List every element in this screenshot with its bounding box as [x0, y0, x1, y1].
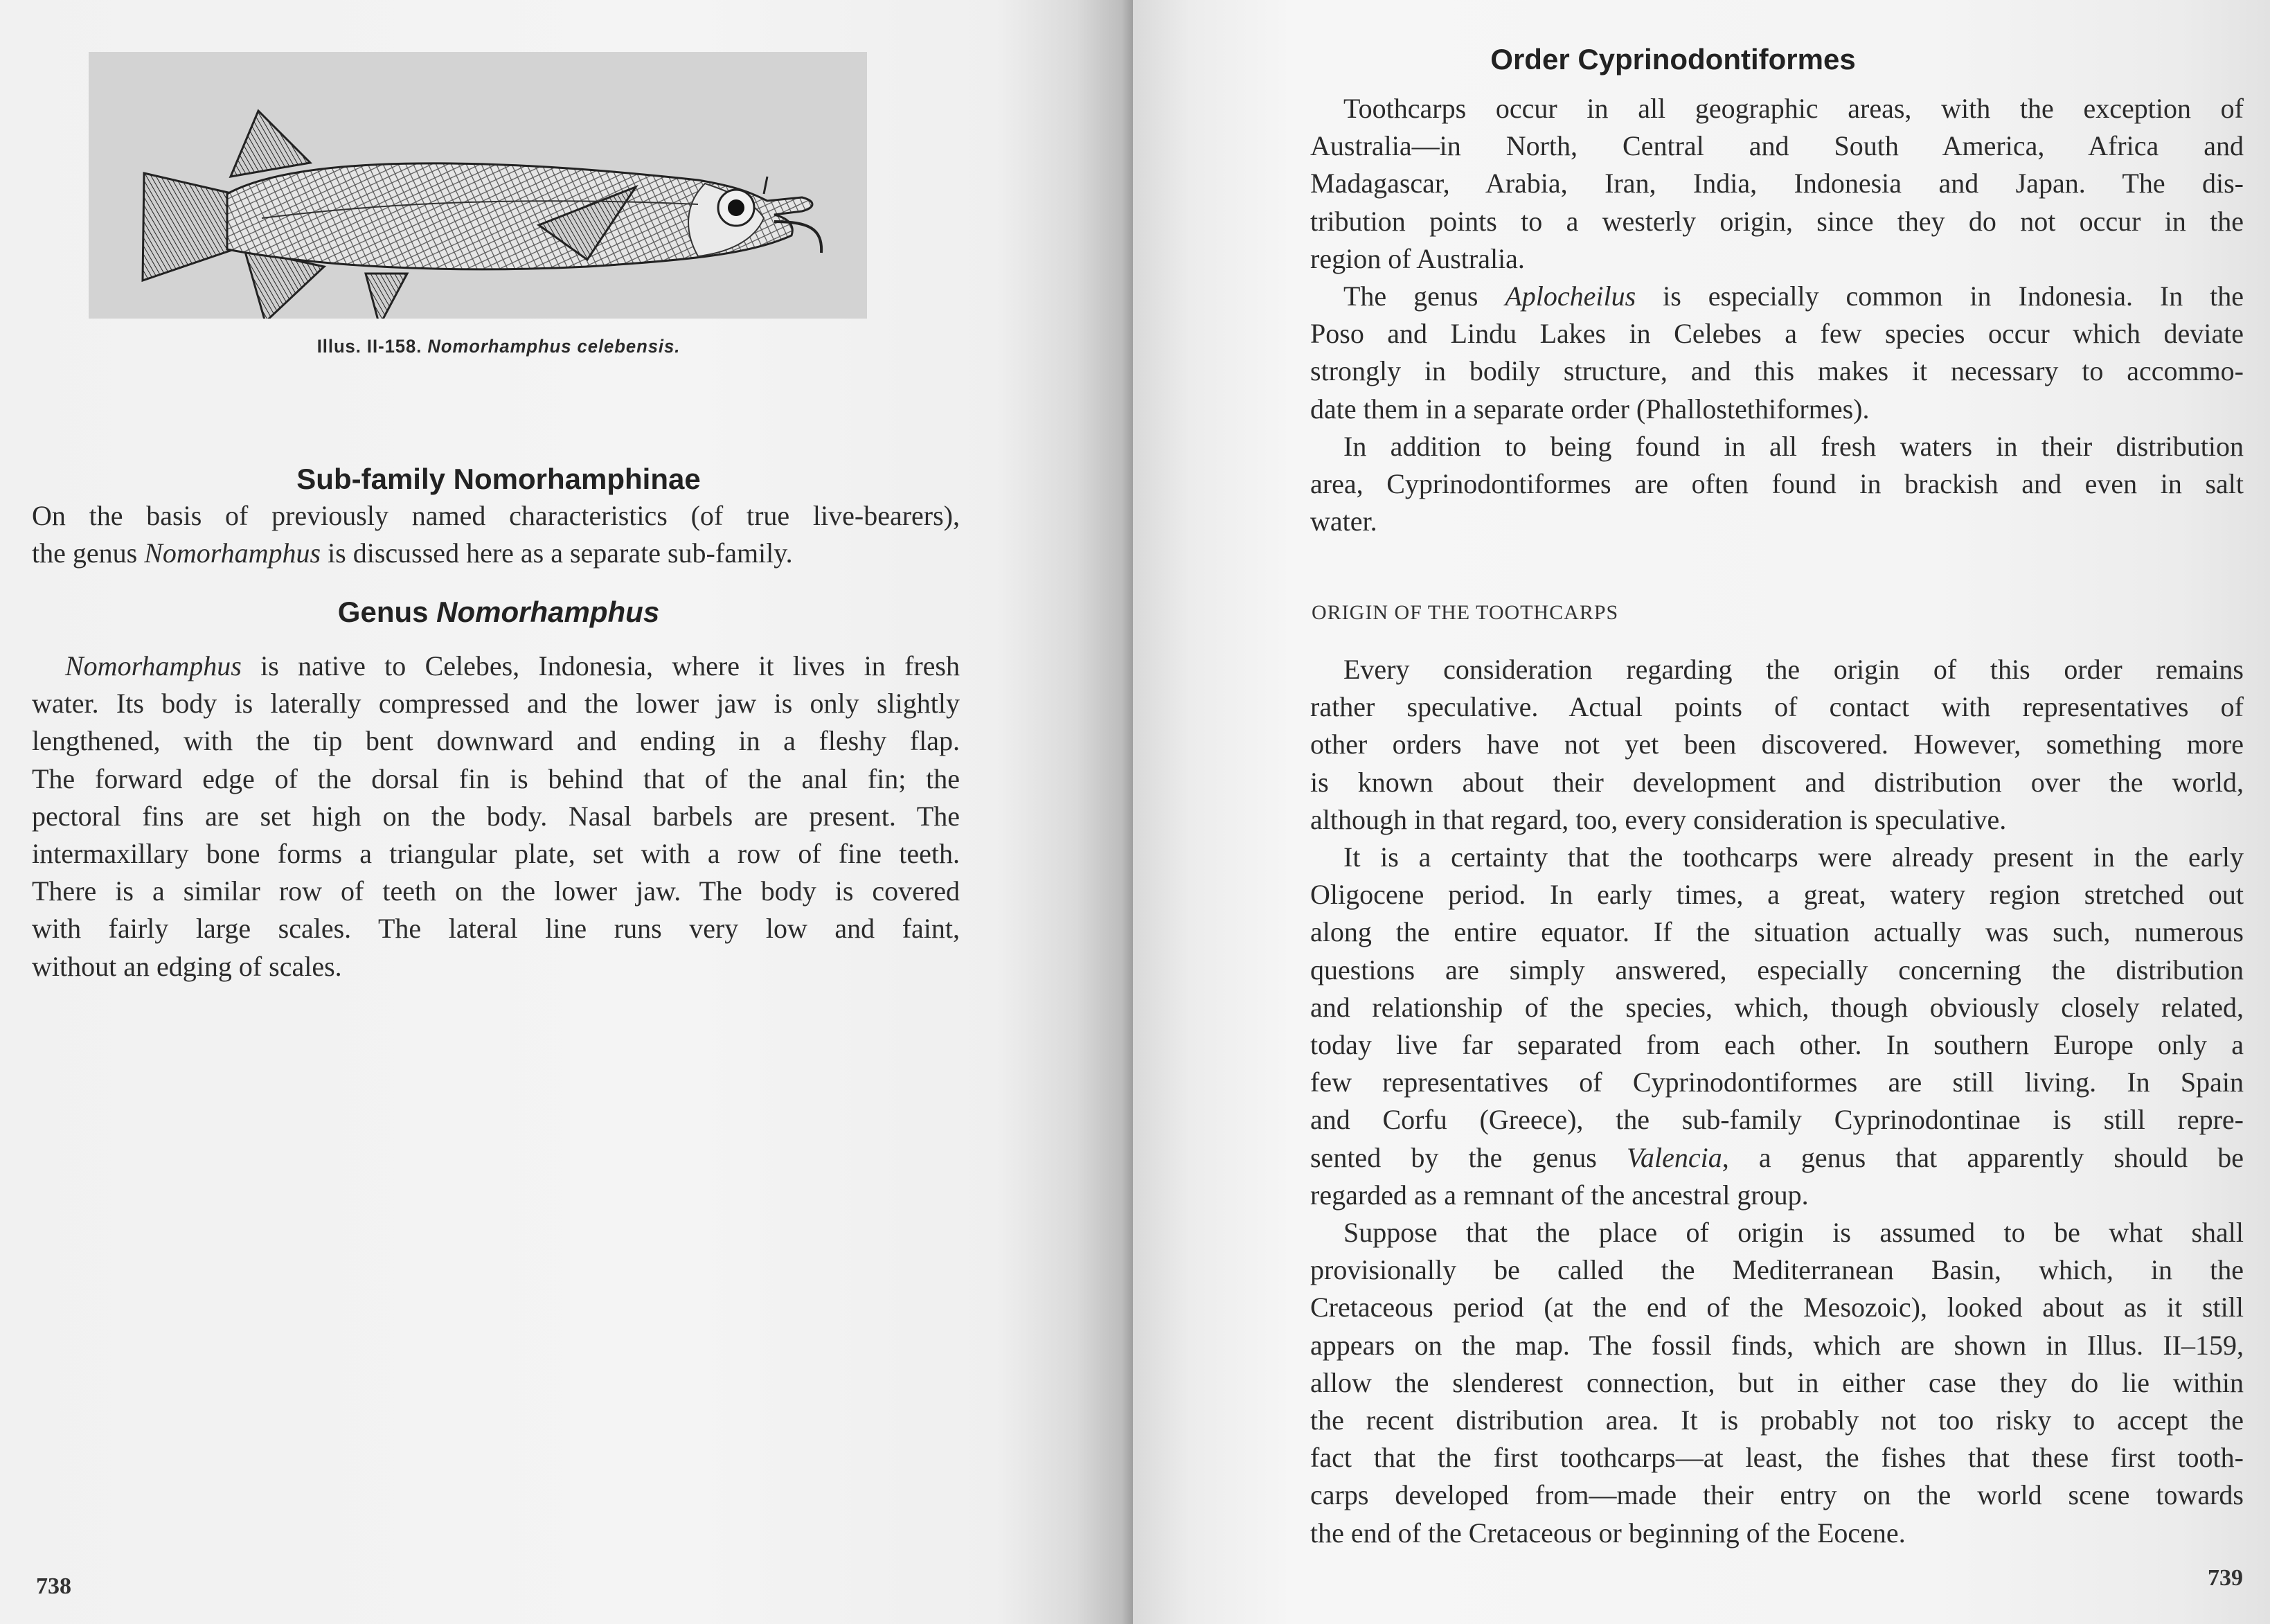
text-line: Suppose that the place of origin is assumed to be what shall	[1343, 1217, 2244, 1248]
text-line: Madagascar, Arabia, Iran, India, Indonesia and Japan. The dis-	[1310, 168, 2244, 199]
text-line: The genus Aplocheilus is especially common in Indonesia. In the	[1343, 280, 2244, 312]
text-line: today live far separated from each other. In southern Europe only a	[1310, 1029, 2244, 1061]
text-line: region of Australia.	[1310, 242, 1525, 274]
text-line: the end of the Cretaceous or beginning of the Eocene.	[1310, 1517, 1906, 1549]
text-line: few representatives of Cyprinodontiformes are still living. In Spain	[1310, 1067, 2244, 1098]
text-line: tribution points to a westerly origin, since they do not occur in the	[1310, 205, 2244, 237]
left-page	[0, 0, 1133, 1624]
paragraph-4	[1310, 651, 2244, 839]
text-line: although in that regard, too, every consideration is speculative.	[1310, 803, 2007, 835]
section-heading-origin: ORIGIN OF THE TOOTHCARPS	[1312, 601, 1619, 624]
page-number-right: 739	[2208, 1565, 2243, 1591]
text-line: Toothcarps occur in all geographic areas, with the exception of	[1343, 93, 2244, 124]
text-line: Oligocene period. In early times, a great, watery region stretched out	[1310, 879, 2244, 911]
text-line: other orders have not yet been discovered. However, something more	[1310, 729, 2244, 760]
text-line: is known about their development and distribution over the world,	[1310, 766, 2244, 798]
figure-caption	[25, 336, 972, 357]
text-line: Nomorhamphus is native to Celebes, Indonesia, where it lives in fresh	[65, 650, 960, 681]
right-page	[1133, 0, 2270, 1624]
text-line: pectoral fins are set high on the body. Nasal barbels are present. The	[32, 800, 960, 832]
paragraph-2	[1310, 278, 2244, 428]
figure-nomorhamphus	[89, 52, 867, 319]
text-line: provisionally be called the Mediterranean Basin, which, in the	[1310, 1254, 2244, 1286]
text-line: The forward edge of the dorsal fin is behind that of the anal fin; the	[32, 762, 960, 794]
heading-genus: Genus Nomorhamphus	[337, 596, 660, 628]
text-line: water. Its body is laterally compressed and the lower jaw is only slightly	[32, 688, 960, 720]
text-line: and relationship of the species, which, though obviously closely related,	[1310, 991, 2244, 1023]
paragraph-5	[1310, 839, 2244, 1214]
text-line: On the basis of previously named characteristics (of true live-bearers),	[32, 500, 960, 531]
text-line: carps developed from—made their entry on the world scene towards	[1310, 1479, 2244, 1511]
text-line: strongly in bodily structure, and this makes it necessary to accommo-	[1310, 355, 2244, 387]
paragraph-3	[1310, 428, 2244, 541]
text-line: the recent distribution area. It is probably not too risky to accept the	[1310, 1404, 2244, 1436]
text-line: lengthened, with the tip bent downward and ending in a fleshy flap.	[32, 725, 960, 757]
text-line: Poso and Lindu Lakes in Celebes a few species occur which deviate	[1310, 318, 2244, 350]
text-line: In addition to being found in all fresh waters in their distribution	[1343, 431, 2244, 462]
text-line: It is a certainty that the toothcarps were already present in the early	[1343, 841, 2244, 873]
genus-paragraph	[32, 648, 960, 985]
heading-subfamily: Sub-family Nomorhamphinae	[296, 463, 701, 495]
text-line: intermaxillary bone forms a triangular plate, set with a row of fine teeth.	[32, 838, 960, 870]
text-line: and Corfu (Greece), the sub-family Cyprinodontinae is still repre-	[1310, 1104, 2244, 1136]
text-line: water.	[1310, 506, 1377, 537]
text-line: appears on the map. The fossil finds, which are shown in Illus. II–159,	[1310, 1329, 2244, 1361]
text-line: There is a similar row of teeth on the lower jaw. The body is covered	[32, 875, 960, 907]
fish-illustration	[89, 52, 867, 319]
text-line: sented by the genus Valencia, a genus that apparently should be	[1310, 1141, 2244, 1173]
paragraph-1	[1310, 90, 2244, 278]
caption-species: Nomorhamphus celebensis.	[427, 336, 681, 357]
text-line: Every consideration regarding the origin of this order remains	[1343, 654, 2244, 685]
text-line: rather speculative. Actual points of contact with representatives of	[1310, 691, 2244, 723]
text-line: Cretaceous period (at the end of the Mesozoic), looked about as it still	[1310, 1292, 2244, 1323]
text-line: area, Cyprinodontiformes are often found in brackish and even in salt	[1310, 468, 2244, 500]
paragraph-6	[1310, 1214, 2244, 1552]
text-line: along the entire equator. If the situation actually was such, numerous	[1310, 916, 2244, 948]
text-line: fact that the first toothcarps—at least, the fishes that these first tooth-	[1310, 1442, 2244, 1474]
text-line: regarded as a remnant of the ancestral group.	[1310, 1179, 1809, 1211]
text-line: with fairly large scales. The lateral line runs very low and faint,	[32, 913, 960, 945]
heading-order: Order Cyprinodontiformes	[1490, 43, 1856, 75]
text-line: allow the slenderest connection, but in either case they do lie within	[1310, 1366, 2244, 1398]
page-number-left: 738	[36, 1573, 71, 1599]
text-line: Australia—in North, Central and South America, Africa and	[1310, 130, 2244, 162]
subfamily-paragraph	[32, 497, 960, 572]
caption-label: Illus. II-158.	[316, 336, 422, 357]
text-line: date them in a separate order (Phallostethiformes).	[1310, 393, 1870, 425]
text-line: the genus Nomorhamphus is discussed here as a separate sub-family.	[32, 537, 793, 569]
text-line: questions are simply answered, especially concerning the distribution	[1310, 954, 2244, 985]
text-line: without an edging of scales.	[32, 950, 342, 982]
